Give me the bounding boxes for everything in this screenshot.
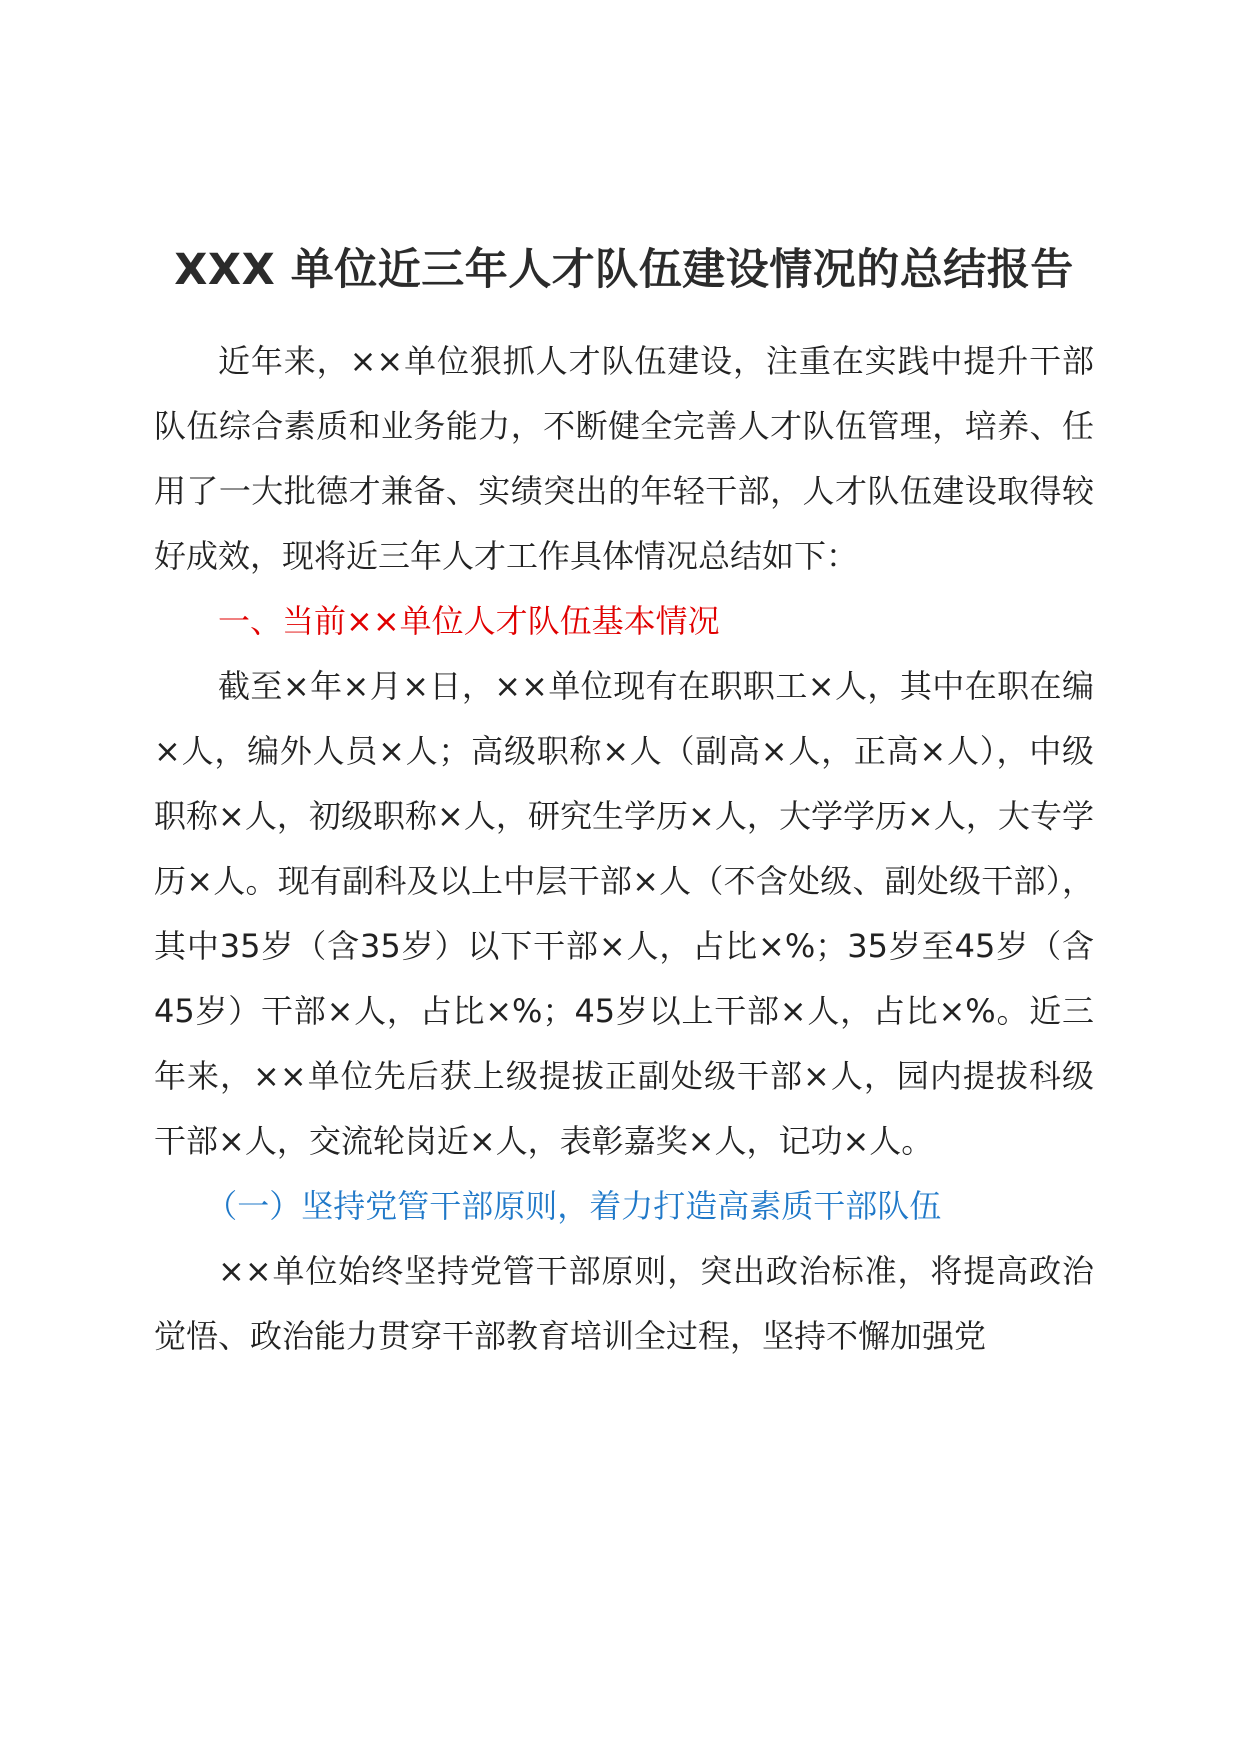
section-1-paragraph: 截至×年×月×日，××单位现有在职职工×人，其中在职在编×人，编外人员×人；高级职称×人（副高×人，正高×人），中级职称×人，初级职称×人，研究生学历×人，大学学历×人，大专学历×人。现有副科及以上中层干部×人（不含处级、副处级干部），其中35岁（含35岁）以下干部×人，占比×%；35岁至45岁（含45岁）干部×人，占比×%；45岁以上干部×人，占比×%。近三年来，××单位先后获上级提拔正副处级干部×人，园内提拔科级干部×人，交流轮岗近×人，表彰嘉奖×人，记功×人。 xyxy=(154,667,1094,1160)
section-heading-1: 一、当前××单位人才队伍基本情况 xyxy=(218,602,720,640)
document-content xyxy=(154,240,1094,1369)
intro-paragraph: 近年来，××单位狠抓人才队伍建设，注重在实践中提升干部队伍综合素质和业务能力，不断健全完善人才队伍管理，培养、任用了一大批德才兼备、实绩突出的年轻干部，人才队伍建设取得较好成效，现将近三年人才工作具体情况总结如下： xyxy=(154,342,1094,575)
subsection-1-paragraph: ××单位始终坚持党管干部原则，突出政治标准，将提高政治觉悟、政治能力贯穿干部教育培训全过程，坚持不懈加强党 xyxy=(154,1252,1094,1355)
subsection-heading-1: （一）坚持党管干部原则，着力打造高素质干部队伍 xyxy=(205,1187,942,1225)
document-title: XXX 单位近三年人才队伍建设情况的总结报告 xyxy=(174,245,1074,295)
